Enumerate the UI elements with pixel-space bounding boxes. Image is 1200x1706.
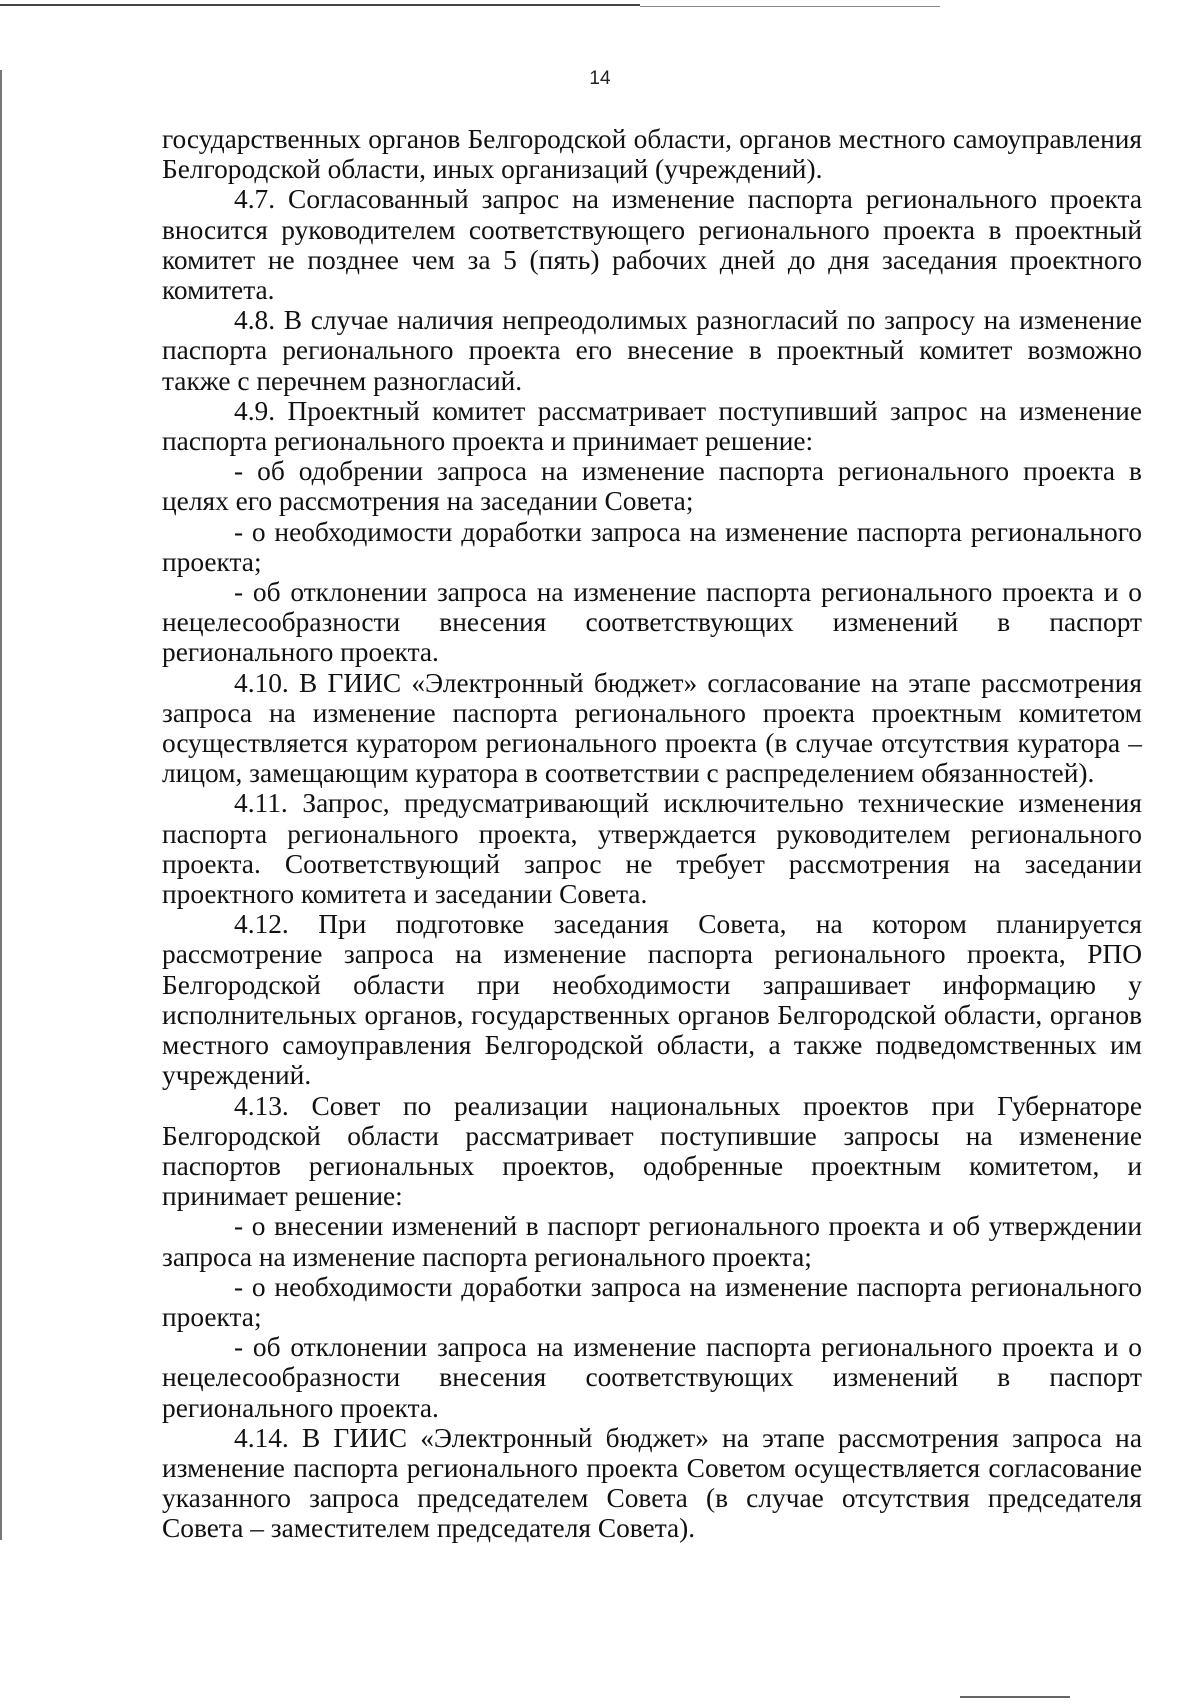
list-item-rejection-council: - об отклонении запроса на изменение паспорта регионального проекта и о нецелесообразности внесения соответствующих изменений в паспорт регионального проекта. bbox=[162, 1332, 1142, 1423]
list-item-amendment: - о внесении изменений в паспорт регионального проекта и об утверждении запроса на изменение паспорта регионального проекта; bbox=[162, 1211, 1142, 1272]
paragraph-continuation: государственных органов Белгородской области, органов местного самоуправления Белгородской области, иных организаций (учреждений). bbox=[162, 124, 1142, 185]
list-item-revision: - о необходимости доработки запроса на изменение паспорта регионального проекта; bbox=[162, 516, 1142, 577]
paragraph-4-9: 4.9. Проектный комитет рассматривает поступивший запрос на изменение паспорта регионального проекта и принимает решение: bbox=[162, 395, 1142, 457]
scan-edge-top bbox=[0, 4, 640, 6]
list-item-rejection: - об отклонении запроса на изменение паспорта регионального проекта и о нецелесообразности внесения соответствующих изменений в паспорт регионального проекта. bbox=[162, 577, 1142, 668]
paragraph-4-11: 4.11. Запрос, предусматривающий исключительно технические изменения паспорта регионального проекта, утверждается руководителем регионального проекта. Соответствующий запрос не требует рассмотрения на заседании проектного комитета и заседании Совета. bbox=[162, 788, 1142, 910]
paragraph-4-10: 4.10. В ГИИС «Электронный бюджет» согласование на этапе рассмотрения запроса на изменение паспорта регионального проекта проектным комитетом осуществляется куратором регионального проекта (в случае отсутствия куратора – лицом, замещающим куратора в соответствии с распределением обязанностей). bbox=[162, 667, 1142, 789]
paragraph-4-14: 4.14. В ГИИС «Электронный бюджет» на этапе рассмотрения запроса на изменение паспорта регионального проекта Советом осуществляется согласование указанного запроса председателем Совета (в случае отсутствия председателя Совета – заместителем председателя Совета). bbox=[162, 1422, 1142, 1544]
paragraph-4-13: 4.13. Совет по реализации национальных проектов при Губернаторе Белгородской области рассматривает поступившие запросы на изменение паспортов региональных проектов, одобренные проектным комитетом, и принимает решение: bbox=[162, 1090, 1142, 1212]
paragraph-4-8: 4.8. В случае наличия непреодолимых разногласий по запросу на изменение паспорта регионального проекта его внесение в проектный комитет возможно также с перечнем разногласий. bbox=[162, 305, 1142, 396]
scan-edge-top-secondary bbox=[640, 6, 940, 7]
scan-edge-bottom bbox=[960, 1696, 1070, 1698]
list-item-revision-council: - о необходимости доработки запроса на изменение паспорта регионального проекта; bbox=[162, 1271, 1142, 1332]
document-body bbox=[162, 124, 1142, 1544]
list-item-approval: - об одобрении запроса на изменение паспорта регионального проекта в целях его рассмотрения на заседании Совета; bbox=[162, 456, 1142, 517]
paragraph-4-12: 4.12. При подготовке заседания Совета, на котором планируется рассмотрение запроса на изменение паспорта регионального проекта, РПО Белгородской области при необходимости запрашивает информацию у исполнительных органов, государственных органов Белгородской области, органов местного самоуправления Белгородской области, а также подведомственных им учреждений. bbox=[162, 909, 1142, 1091]
paragraph-4-7: 4.7. Согласованный запрос на изменение паспорта регионального проекта вносится руководителем соответствующего регионального проекта в проектный комитет не позднее чем за 5 (пять) рабочих дней до дня заседания проектного комитета. bbox=[162, 184, 1142, 306]
scan-edge-left bbox=[0, 70, 2, 1540]
page-number: 14 bbox=[589, 68, 611, 89]
